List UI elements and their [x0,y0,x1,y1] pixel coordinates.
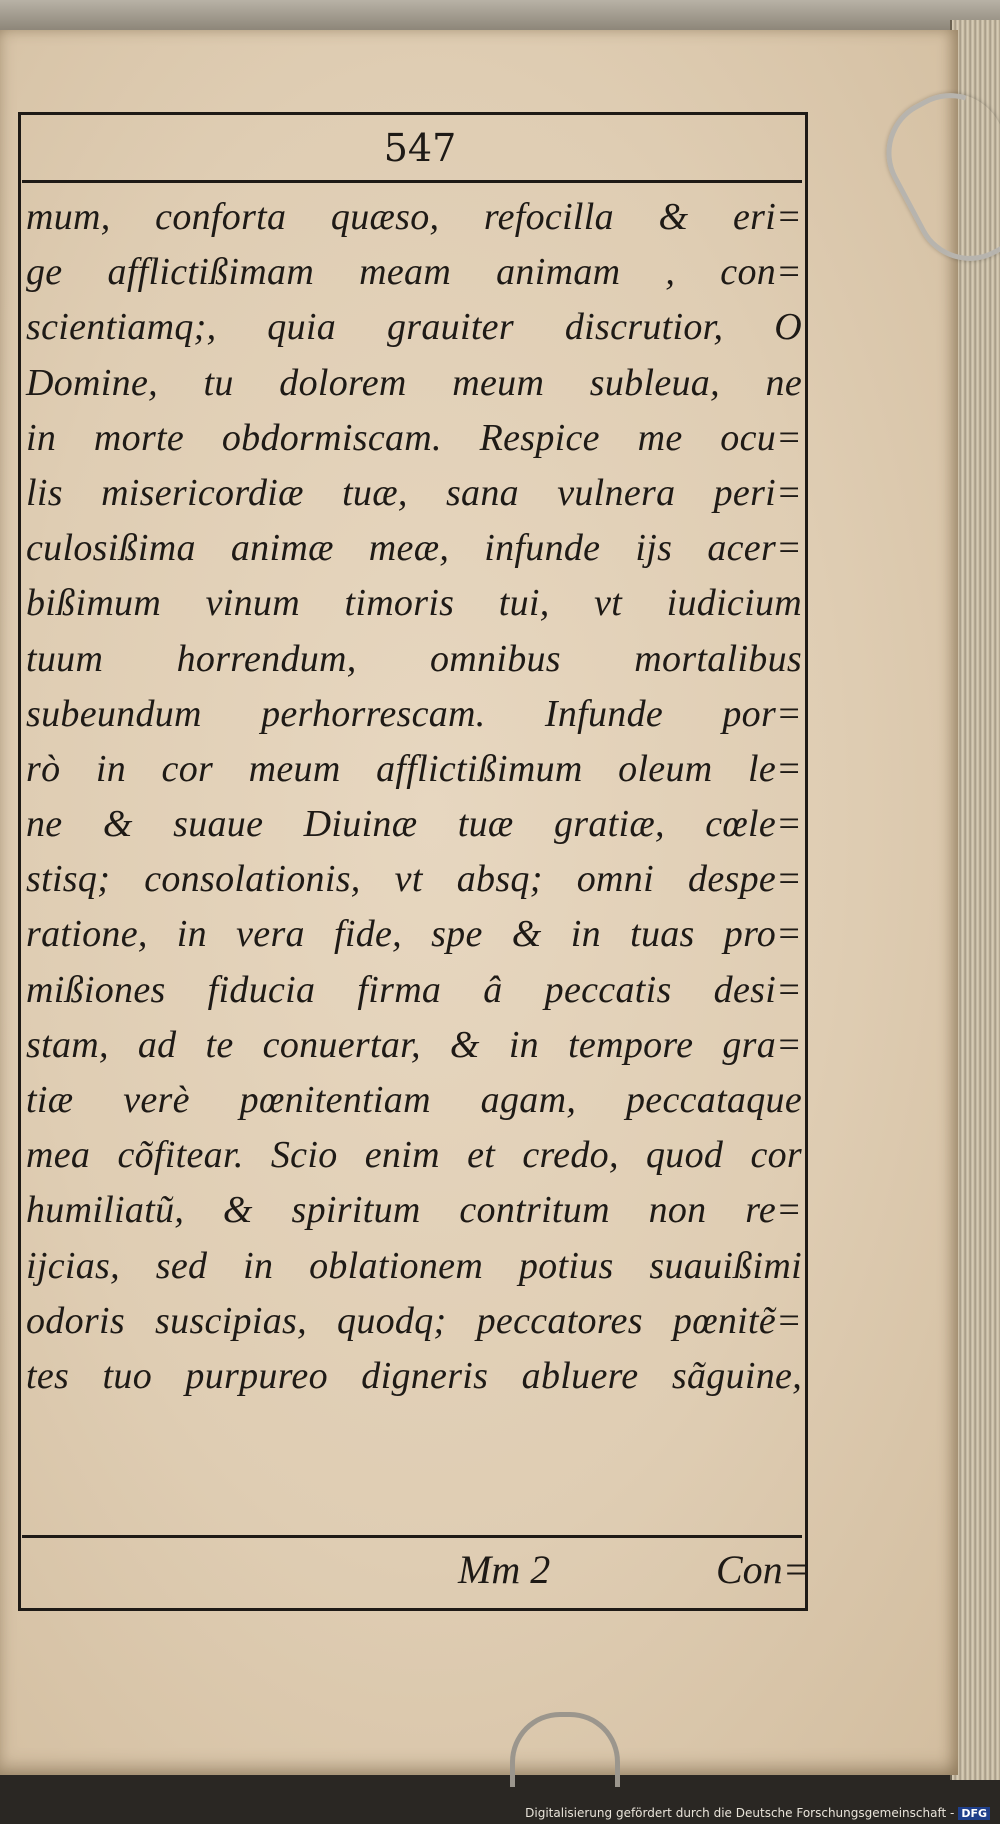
header-rule [22,180,802,183]
text-line: odoris suscipias, quodq; peccatores pœnitẽ= [26,1299,802,1342]
credit-text: Digitalisierung gefördert durch die Deutsche Forschungsgemeinschaft - [525,1806,955,1820]
text-line: tes tuo purpureo digneris abluere sãguine, [26,1354,802,1397]
text-line: ratione, in vera fide, spe & in tuas pro= [26,913,802,956]
text-line: in morte obdormiscam. Respice me ocu= [26,416,802,459]
text-line: tuum horrendum, omnibus mortalibus [26,637,802,680]
dfg-logo: DFG [958,1807,990,1820]
text-line: ijcias, sed in oblationem potius suauißimi [26,1244,802,1287]
text-line: rò in cor meum afflictißimum oleum le= [26,747,802,790]
text-line: culosißima animæ meæ, infunde ijs acer= [26,527,802,570]
text-line: stam, ad te conuertar, & in tempore gra= [26,1023,802,1066]
digitization-credit [525,1806,990,1820]
footer-rule [22,1535,802,1538]
catchword: Con= [716,1547,810,1592]
page-number: 547 [383,126,457,170]
text-line: scientiamq;, quia grauiter discrutior, O [26,306,802,349]
text-line: subeundum perhorrescam. Infunde por= [26,692,802,735]
text-line: lis misericordiæ tuæ, sana vulnera peri= [26,471,802,514]
text-line: humiliatũ, & spiritum contritum non re= [26,1189,802,1232]
text-line: Domine, tu dolorem meum subleua, ne [26,361,802,404]
text-line: bißimum vinum timoris tui, vt iudicium [26,582,802,625]
text-line: mum, conforta quæso, refocilla & eri= [26,196,802,238]
text-line: stisq; consolationis, vt absq; omni despe= [26,858,802,901]
body-text [26,190,802,1404]
text-line: ge afflictißimam meam animam , con= [26,251,802,294]
text-line: mißiones fiducia firma â peccatis desi= [26,968,802,1011]
text-line: tiæ verè pœnitentiam agam, peccataque [26,1079,802,1121]
text-line: ne & suaue Diuinæ tuæ gratiæ, cœle= [26,803,802,846]
signature-mark: Mm 2 [458,1547,551,1592]
text-line: mea cõfitear. Scio enim et credo, quod cor [26,1134,802,1177]
